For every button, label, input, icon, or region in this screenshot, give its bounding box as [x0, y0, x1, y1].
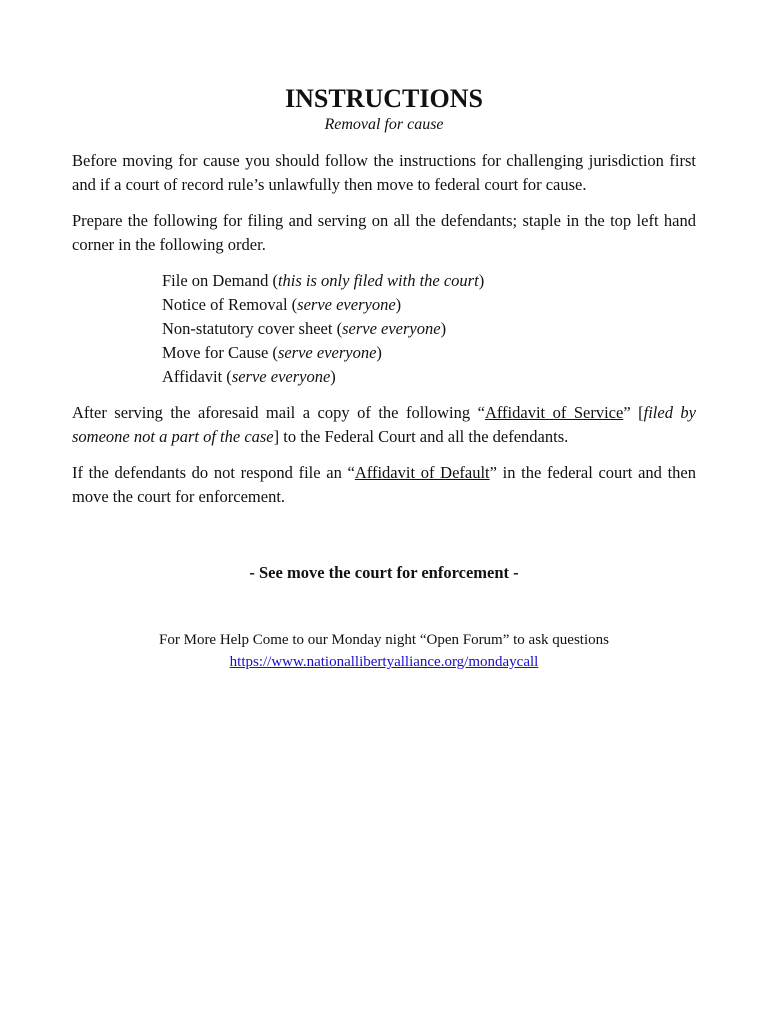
list-item	[162, 317, 696, 341]
list-item-label: Non-statutory cover sheet (	[162, 319, 343, 338]
list-item-note: serve everyone	[277, 343, 377, 362]
see-also-note: - See move the court for enforcement -	[249, 563, 519, 582]
default-paragraph	[72, 461, 696, 509]
page-title: INSTRUCTIONS	[285, 84, 483, 113]
list-item	[162, 269, 696, 293]
list-item-label: Affidavit (	[162, 367, 232, 386]
list-item	[162, 365, 696, 389]
list-item-close: )	[330, 367, 336, 386]
default-text-post: ” in the federal court and then move the court for enforcement.	[72, 463, 696, 506]
affidavit-of-service-ref: Affidavit of Service	[484, 403, 624, 422]
list-item-label: Notice of Removal (	[162, 295, 298, 314]
service-text-pre: After serving the aforesaid mail a copy of the following “	[72, 403, 485, 422]
list-item-label: Move for Cause (	[162, 343, 278, 362]
page-subtitle: Removal for cause	[324, 116, 444, 133]
filing-order-list	[162, 269, 696, 389]
list-item	[162, 293, 696, 317]
default-text-pre: If the defendants do not respond file an “	[72, 463, 355, 482]
affidavit-of-default-ref: Affidavit of Default	[354, 463, 490, 482]
list-item	[162, 341, 696, 365]
help-section	[72, 629, 696, 673]
list-item-note: this is only filed with the court	[277, 271, 479, 290]
help-text: For More Help Come to our Monday night “Open Forum” to ask questions	[159, 632, 609, 648]
list-item-label: File on Demand (	[162, 271, 278, 290]
list-item-note: serve everyone	[297, 295, 396, 314]
service-text-post: ] to the Federal Court and all the defendants.	[273, 427, 569, 446]
service-text-mid: ” [	[623, 403, 644, 422]
list-item-close: )	[376, 343, 382, 362]
service-paragraph	[72, 401, 696, 449]
list-item-close: )	[440, 319, 447, 338]
list-item-note: serve everyone	[231, 367, 331, 386]
list-item-note: serve everyone	[342, 319, 441, 338]
list-item-close: )	[395, 295, 402, 314]
document-page	[72, 84, 696, 673]
prepare-paragraph: Prepare the following for filing and serving on all the defendants; staple in the top left hand corner in the following order.	[72, 211, 696, 254]
monday-call-link[interactable]: https://www.nationallibertyalliance.org/mondaycall	[229, 654, 539, 670]
intro-paragraph: Before moving for cause you should follow the instructions for challenging jurisdiction first and if a court of record rule’s unlawfully then move to federal court for cause.	[72, 151, 696, 194]
list-item-close: )	[478, 271, 485, 290]
service-text-note: filed by someone not a part of the case	[72, 403, 697, 446]
